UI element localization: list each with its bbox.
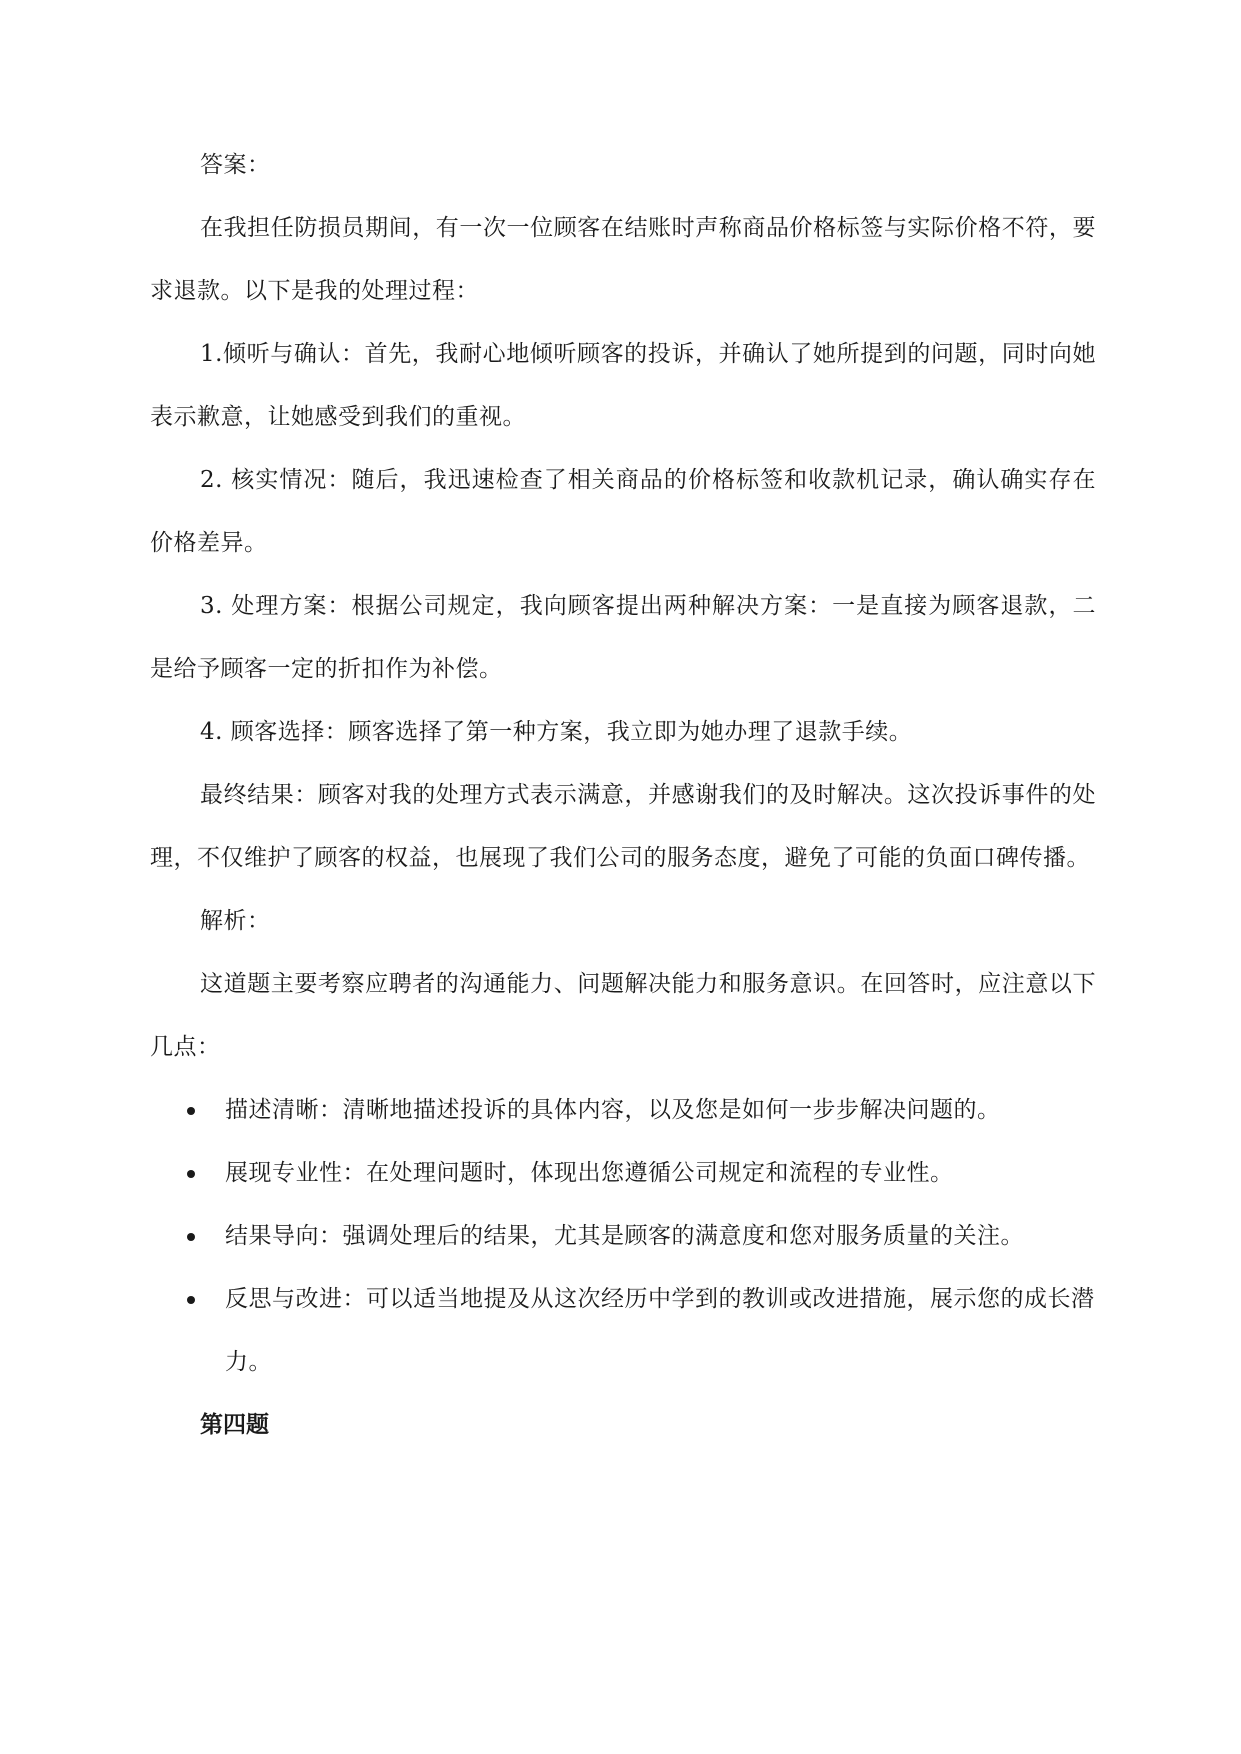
- answer-intro-paragraph: 在我担任防损员期间，有一次一位顾客在结账时声称商品价格标签与实际价格不符，要求退款。以下是我的处理过程：: [150, 215, 1096, 304]
- bullet-dot-icon: [187, 1107, 195, 1115]
- bullet-item-3: [150, 1205, 1096, 1268]
- analysis-intro-paragraph: 这道题主要考察应聘者的沟通能力、问题解决能力和服务意识。在回答时，应注意以下几点：: [150, 971, 1096, 1060]
- bullet-text: 结果导向：强调处理后的结果，尤其是顾客的满意度和您对服务质量的关注。: [225, 1223, 1024, 1249]
- bullet-item-1: [150, 1079, 1096, 1142]
- bullet-dot-icon: [187, 1170, 195, 1178]
- step-paragraph-3: 3. 处理方案：根据公司规定，我向顾客提出两种解决方案：一是直接为顾客退款，二是给予顾客一定的折扣作为补偿。: [150, 593, 1096, 682]
- bullet-dot-icon: [187, 1296, 195, 1304]
- answer-label: 答案：: [200, 152, 271, 178]
- document-body: [150, 134, 1096, 1457]
- next-question-heading: 第四题: [200, 1412, 269, 1438]
- bullet-item-4: [150, 1268, 1096, 1394]
- bullet-text: 反思与改进：可以适当地提及从这次经历中学到的教训或改进措施，展示您的成长潜力。: [225, 1286, 1095, 1375]
- analysis-bullet-list: [150, 1079, 1096, 1394]
- step-paragraph-4: 4. 顾客选择：顾客选择了第一种方案，我立即为她办理了退款手续。: [200, 719, 913, 745]
- bullet-text: 描述清晰：清晰地描述投诉的具体内容，以及您是如何一步步解决问题的。: [225, 1097, 1001, 1123]
- step-paragraph-2: 2. 核实情况：随后，我迅速检查了相关商品的价格标签和收款机记录，确认确实存在价格差异。: [150, 467, 1096, 556]
- bullet-item-2: [150, 1142, 1096, 1205]
- step-paragraph-1: 1.倾听与确认：首先，我耐心地倾听顾客的投诉，并确认了她所提到的问题，同时向她表示歉意，让她感受到我们的重视。: [150, 341, 1096, 430]
- analysis-label: 解析：: [200, 908, 271, 934]
- bullet-text: 展现专业性：在处理问题时，体现出您遵循公司规定和流程的专业性。: [225, 1160, 954, 1186]
- bullet-dot-icon: [187, 1233, 195, 1241]
- result-paragraph: 最终结果：顾客对我的处理方式表示满意，并感谢我们的及时解决。这次投诉事件的处理，不仅维护了顾客的权益，也展现了我们公司的服务态度，避免了可能的负面口碑传播。: [150, 782, 1096, 871]
